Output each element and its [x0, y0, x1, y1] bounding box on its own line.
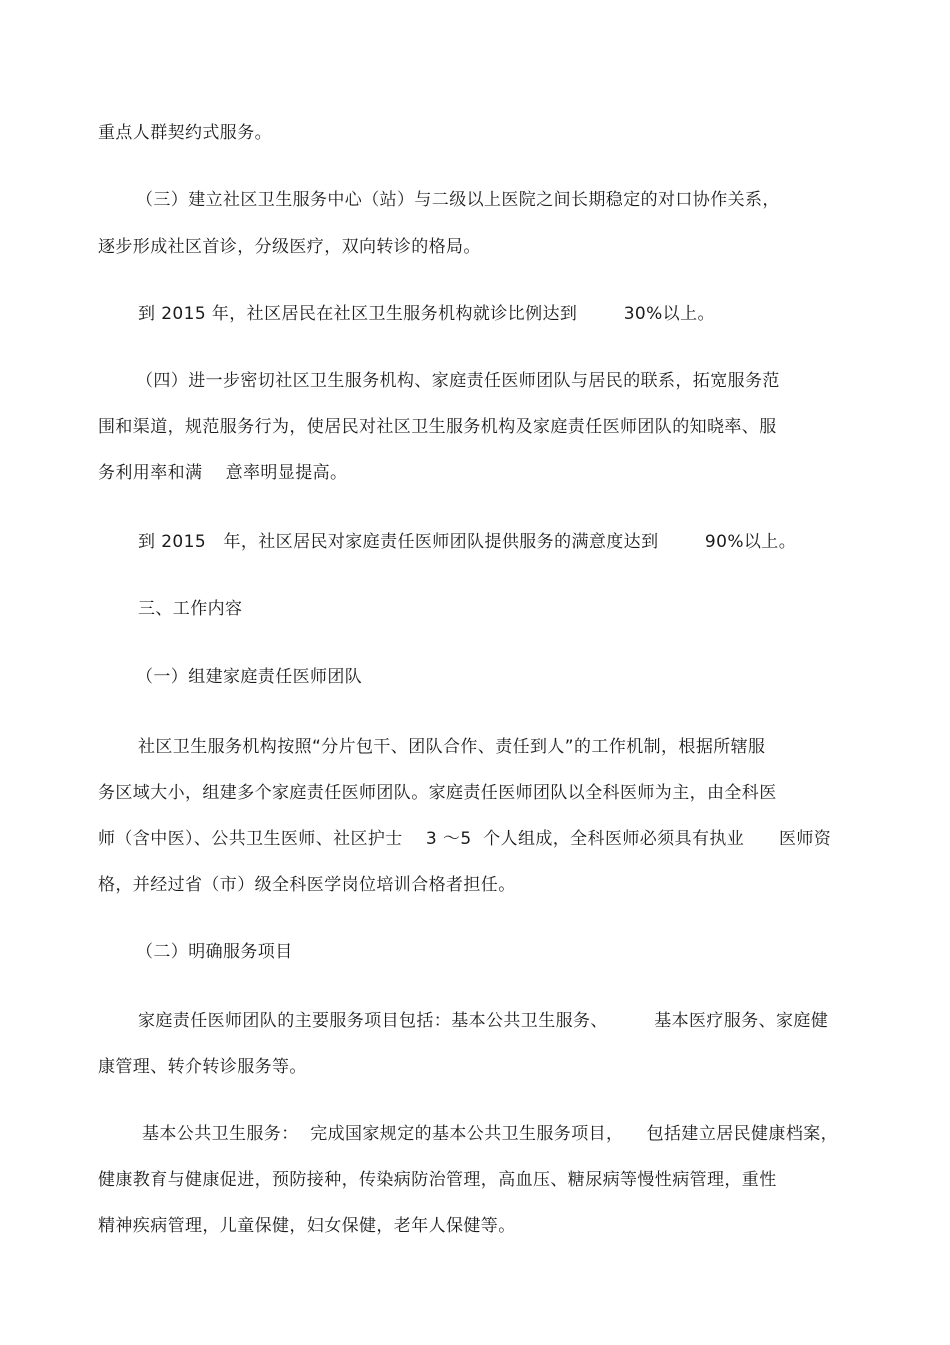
text-line-1: 重点人群契约式服务。 [98, 123, 272, 143]
text-line-6: 围和渠道，规范服务行为，使居民对社区卫生服务机构及家庭责任医师团队的知晓率、服 [98, 417, 777, 437]
text-line-7: 务利用率和满 意率明显提高。 [98, 463, 348, 483]
text-line-2: （三）建立社区卫生服务中心（站）与二级以上医院之间长期稳定的对口协作关系， [136, 190, 780, 210]
text-line-19: 健康教育与健康促进，预防接种，传染病防治管理，高血压、糖尿病等慢性病管理，重性 [98, 1170, 777, 1190]
text-line-17: 康管理、转介转诊服务等。 [98, 1057, 307, 1077]
text-line-13: 师（含中医）、公共卫生医师、社区护士 3 ～5 个人组成，全科医师必须具有执业 医师资 [98, 829, 832, 849]
subsection-heading-2: （二）明确服务项目 [136, 942, 293, 962]
text-line-18: 基本公共卫生服务： 完成国家规定的基本公共卫生服务项目， 包括建立居民健康档案， [142, 1124, 839, 1144]
text-line-3: 逐步形成社区首诊，分级医疗，双向转诊的格局。 [98, 237, 481, 257]
text-line-8: 到 2015 年，社区居民对家庭责任医师团队提供服务的满意度达到 90%以上。 [138, 532, 797, 552]
text-line-20: 精神疾病管理，儿童保健，妇女保健，老年人保健等。 [98, 1216, 516, 1236]
subsection-heading-1: （一）组建家庭责任医师团队 [136, 667, 363, 687]
text-line-4: 到 2015 年，社区居民在社区卫生服务机构就诊比例达到 30%以上。 [138, 304, 715, 324]
text-line-12: 务区域大小，组建多个家庭责任医师团队。家庭责任医师团队以全科医师为主，由全科医 [98, 783, 777, 803]
text-line-11: 社区卫生服务机构按照“分片包干、团队合作、责任到人”的工作机制，根据所辖服 [138, 737, 766, 757]
text-line-14: 格，并经过省（市）级全科医学岗位培训合格者担任。 [98, 875, 516, 895]
text-line-16: 家庭责任医师团队的主要服务项目包括：基本公共卫生服务、 基本医疗服务、家庭健 [138, 1011, 829, 1031]
section-heading: 三、工作内容 [138, 599, 243, 619]
text-line-5: （四）进一步密切社区卫生服务机构、家庭责任医师团队与居民的联系，拓宽服务范 [136, 371, 780, 391]
